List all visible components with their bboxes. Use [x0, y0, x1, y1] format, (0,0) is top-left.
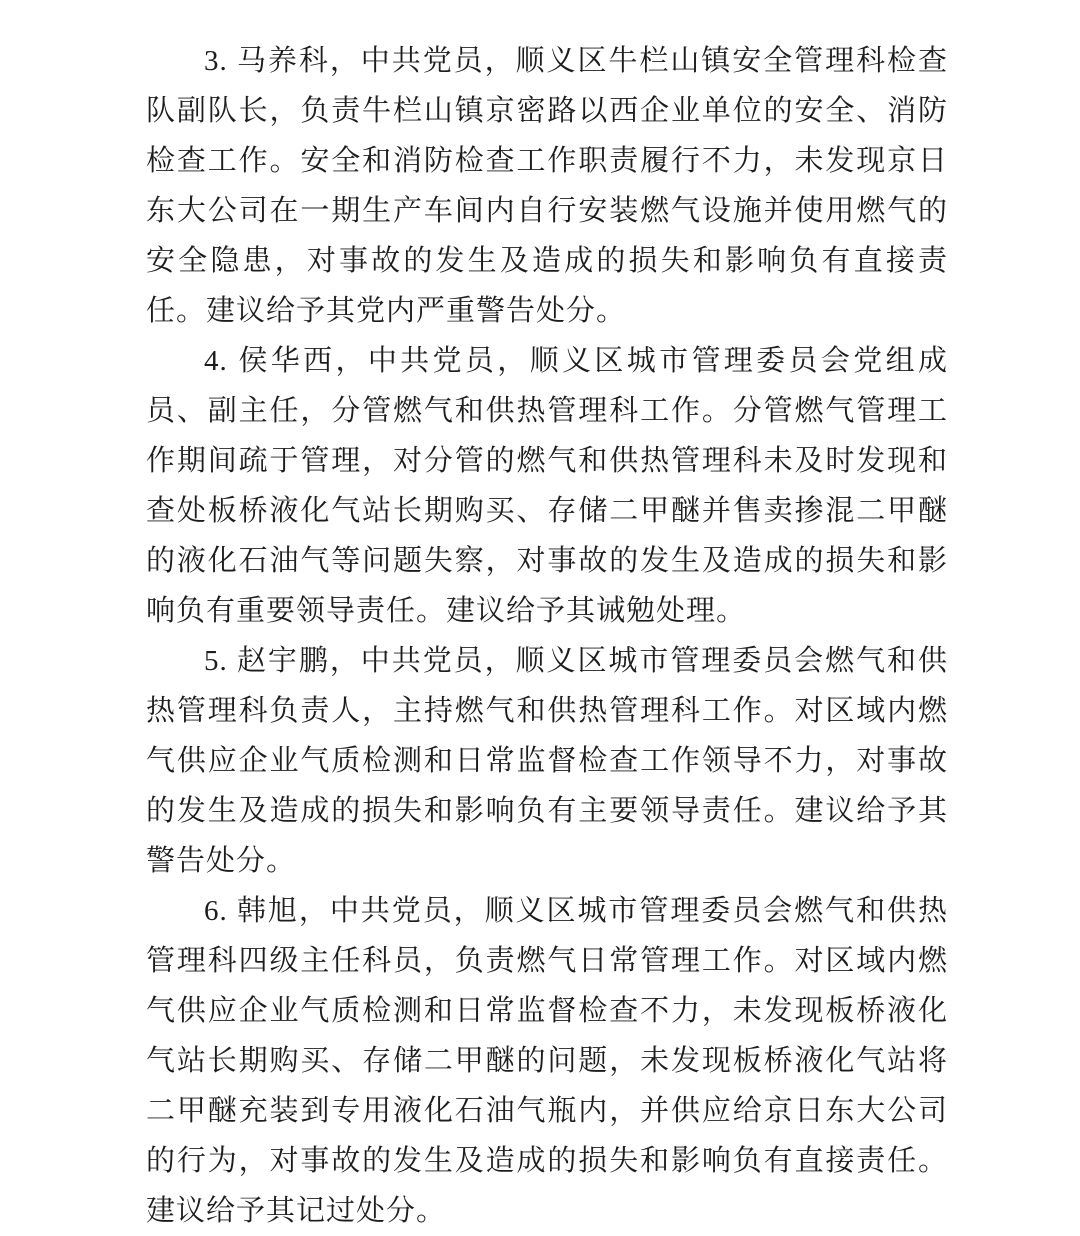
paragraph-item-6: 6. 韩旭，中共党员，顺义区城市管理委员会燃气和供热管理科四级主任科员，负责燃气日常管理工作。对区域内燃气供应企业气质检测和日常监督检查不力，未发现板桥液化气站长期购买、存储二甲醚的问题，未发现板桥液化气站将二甲醚充装到专用液化石油气瓶内，并供应给京日东大公司的行为，对事故的发生及造成的损失和影响负有直接责任。建议给予其记过处分。: [146, 895, 948, 1227]
paragraph-item-4: 4. 侯华西，中共党员，顺义区城市管理委员会党组成员、副主任，分管燃气和供热管理科工作。分管燃气管理工作期间疏于管理，对分管的燃气和供热管理科未及时发现和查处板桥液化气站长期购买、存储二甲醚并售卖掺混二甲醚的液化石油气等问题失察，对事故的发生及造成的损失和影响负有重要领导责任。建议给予其诫勉处理。: [146, 345, 948, 627]
paragraph-item-5: 5. 赵宇鹏，中共党员，顺义区城市管理委员会燃气和供热管理科负责人，主持燃气和供热管理科工作。对区域内燃气供应企业气质检测和日常监督检查工作领导不力，对事故的发生及造成的损失和影响负有主要领导责任。建议给予其警告处分。: [146, 645, 948, 877]
paragraph-item-3: 3. 马养科，中共党员，顺义区牛栏山镇安全管理科检查队副队长，负责牛栏山镇京密路以西企业单位的安全、消防检查工作。安全和消防检查工作职责履行不力，未发现京日东大公司在一期生产车间内自行安装燃气设施并使用燃气的安全隐患，对事故的发生及造成的损失和影响负有直接责任。建议给予其党内严重警告处分。: [146, 45, 948, 327]
